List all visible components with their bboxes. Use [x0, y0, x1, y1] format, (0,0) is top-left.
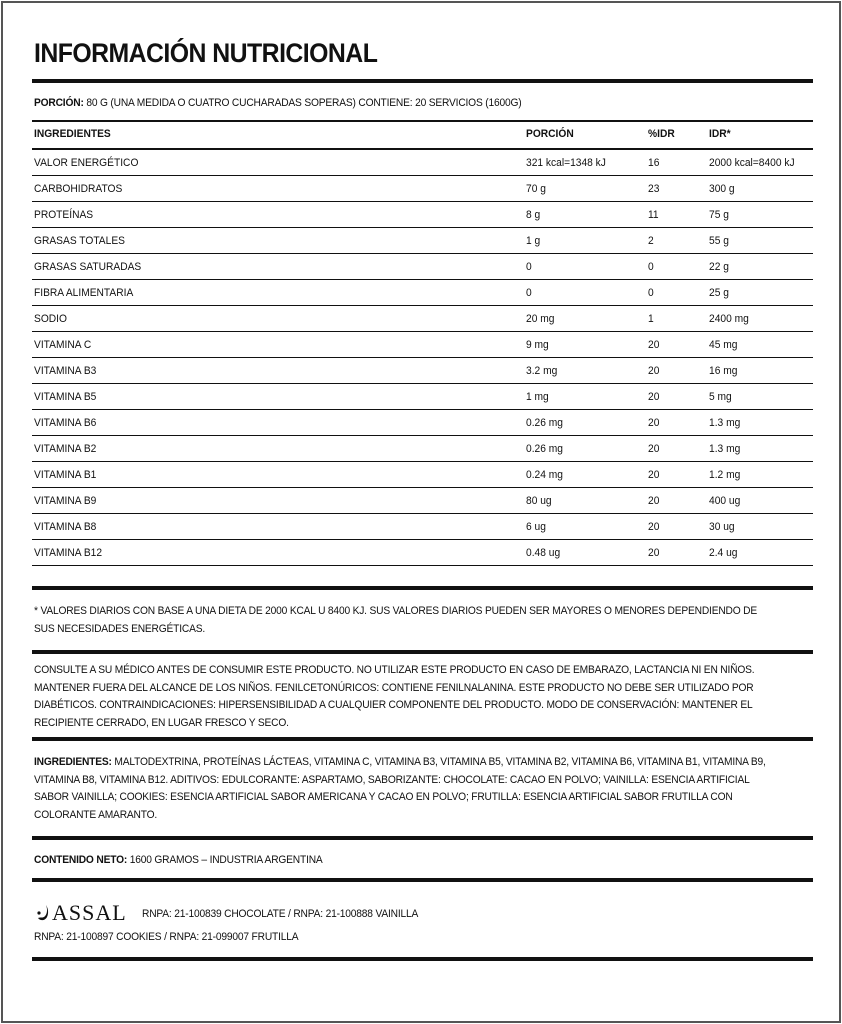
- idr-percent-value: 20: [648, 391, 660, 403]
- portion-value: 0.24 mg: [526, 469, 563, 481]
- idr-percent-value: 20: [648, 521, 660, 533]
- idr-percent-value: 20: [648, 339, 660, 351]
- idr-value: 2400 mg: [709, 313, 749, 325]
- idr-value: 1.3 mg: [709, 443, 741, 455]
- portion-value: 0: [526, 287, 532, 299]
- portion-value: 9 mg: [526, 339, 549, 351]
- idr-percent-value: 2: [648, 235, 654, 247]
- portion-value: 70 g: [526, 183, 546, 195]
- nutrient-name: GRASAS TOTALES: [34, 235, 125, 247]
- nutrient-name: VITAMINA C: [34, 339, 92, 351]
- portion-value: 0.26 mg: [526, 443, 563, 455]
- idr-percent-value: 11: [648, 209, 659, 221]
- idr-value: 75 g: [709, 209, 729, 221]
- idr-percent-value: 20: [648, 365, 660, 377]
- idr-value: 16 mg: [709, 365, 738, 377]
- table-row: [32, 436, 813, 462]
- idr-percent-value: 23: [648, 183, 660, 195]
- nutrient-name: VITAMINA B1: [34, 469, 97, 481]
- nutrient-name: VITAMINA B9: [34, 495, 97, 507]
- divider: [32, 957, 813, 961]
- rnpa-line-2: RNPA: 21-100897 COOKIES / RNPA: 21-099007 FRUTILLA: [34, 931, 299, 943]
- idr-percent-value: 0: [648, 261, 654, 273]
- portion-value: 321 kcal=1348 kJ: [526, 157, 606, 169]
- brand-swoosh-icon: [36, 904, 50, 922]
- table-row: [32, 202, 813, 228]
- table-row: [32, 280, 813, 306]
- ingredients-label: INGREDIENTES:: [34, 756, 112, 768]
- table-row: [32, 228, 813, 254]
- table-row: [32, 384, 813, 410]
- nutrient-name: VITAMINA B6: [34, 417, 97, 429]
- portion-value: 1 g: [526, 235, 541, 247]
- header-ingredientes: INGREDIENTES: [34, 128, 111, 140]
- portion-text: 80 G (UNA MEDIDA O CUATRO CUCHARADAS SOPERAS) CONTIENE: 20 SERVICIOS (1600G): [83, 97, 522, 109]
- table-row: [32, 540, 813, 566]
- page-title: INFORMACIÓN NUTRICIONAL: [34, 38, 378, 68]
- table-row: [32, 150, 813, 176]
- idr-value: 2.4 ug: [709, 547, 738, 559]
- idr-value: 1.3 mg: [709, 417, 741, 429]
- idr-percent-value: 0: [648, 287, 654, 299]
- table-row: [32, 176, 813, 202]
- portion-value: 20 mg: [526, 313, 555, 325]
- idr-percent-value: 20: [648, 417, 660, 429]
- portion-value: 80 ug: [526, 495, 552, 507]
- idr-percent-value: 1: [648, 313, 654, 325]
- nutrient-name: VITAMINA B12: [34, 547, 103, 559]
- nutrient-name: SODIO: [34, 313, 67, 325]
- net-content-label: CONTENIDO NETO:: [34, 854, 128, 866]
- idr-percent-value: 20: [648, 443, 660, 455]
- table-row: [32, 332, 813, 358]
- idr-value: 5 mg: [709, 391, 732, 403]
- idr-value: 300 g: [709, 183, 735, 195]
- brand-logo: [36, 900, 127, 926]
- divider: [32, 586, 813, 590]
- nutrient-name: VITAMINA B5: [34, 391, 97, 403]
- nutrient-name: FIBRA ALIMENTARIA: [34, 287, 134, 299]
- header-idr: IDR*: [709, 128, 731, 140]
- divider: [32, 79, 813, 83]
- footnote: * VALORES DIARIOS CON BASE A UNA DIETA DE 2000 KCAL U 8400 KJ. SUS VALORES DIARIOS PUEDEN SER MAYORES O MENORES DEPENDIENDO DE SUS NECESIDADES ENERGÉTICAS.: [34, 605, 758, 635]
- nutrient-name: VITAMINA B8: [34, 521, 97, 533]
- nutrient-name: CARBOHIDRATOS: [34, 183, 123, 195]
- idr-percent-value: 20: [648, 495, 660, 507]
- divider: [32, 878, 813, 882]
- idr-percent-value: 16: [648, 157, 660, 169]
- row-divider: [32, 565, 813, 566]
- portion-value: 3.2 mg: [526, 365, 558, 377]
- nutrient-name: GRASAS SATURADAS: [34, 261, 142, 273]
- net-content: [34, 852, 769, 870]
- rnpa-line-1: RNPA: 21-100839 CHOCOLATE / RNPA: 21-100888 VAINILLA: [142, 908, 419, 920]
- idr-value: 22 g: [709, 261, 729, 273]
- table-row: [32, 254, 813, 280]
- table-row: [32, 306, 813, 332]
- idr-value: 45 mg: [709, 339, 738, 351]
- brand-name: ASSAL: [52, 900, 127, 925]
- table-row: [32, 514, 813, 540]
- portion-value: 8 g: [526, 209, 541, 221]
- net-content-text: 1600 GRAMOS – INDUSTRIA ARGENTINA: [127, 854, 323, 866]
- ingredients-text: [34, 754, 769, 824]
- idr-value: 30 ug: [709, 521, 735, 533]
- divider: [32, 836, 813, 840]
- nutrient-name: VITAMINA B2: [34, 443, 97, 455]
- portion-label: PORCIÓN:: [34, 97, 84, 109]
- idr-value: 2000 kcal=8400 kJ: [709, 157, 795, 169]
- idr-value: 55 g: [709, 235, 729, 247]
- portion-value: 0: [526, 261, 532, 273]
- divider: [32, 120, 813, 122]
- table-row: [32, 358, 813, 384]
- table-row: [32, 488, 813, 514]
- idr-value: 1.2 mg: [709, 469, 741, 481]
- idr-percent-value: 20: [648, 547, 660, 559]
- divider: [32, 650, 813, 654]
- idr-value: 400 ug: [709, 495, 741, 507]
- warning-text: CONSULTE A SU MÉDICO ANTES DE CONSUMIR ESTE PRODUCTO. NO UTILIZAR ESTE PRODUCTO EN CASO DE EMBARAZO, LACTANCIA NI EN NIÑOS. MANTENER FUERA DEL ALCANCE DE LOS NIÑOS. FENILCETONÚRICOS: CONTIENE FENILNALANINA. ESTE PRODUCTO NO DEBE SER UTILIZADO POR DIABÉTICOS. CONTRAINDICACIONES: HIPERSENSIBILIDAD A CUALQUIER COMPONENTE DEL PRODUCTO. MODO DE CONSERVACIÓN: MANTENER EL RECIPIENTE CERRADO, EN LUGAR FRESCO Y SECO.: [34, 664, 755, 729]
- nutrient-name: VALOR ENERGÉTICO: [34, 157, 139, 169]
- table-row: [32, 410, 813, 436]
- portion-line: [34, 97, 521, 109]
- portion-value: 1 mg: [526, 391, 549, 403]
- idr-percent-value: 20: [648, 469, 660, 481]
- portion-value: 0.48 ug: [526, 547, 561, 559]
- header-porcion: PORCIÓN: [526, 128, 574, 140]
- divider: [32, 737, 813, 741]
- portion-value: 0.26 mg: [526, 417, 563, 429]
- ingredients-list: MALTODEXTRINA, PROTEÍNAS LÁCTEAS, VITAMINA C, VITAMINA B3, VITAMINA B5, VITAMINA B2, VITAMINA B6, VITAMINA B1, VITAMINA B9, VITAMINA B8, VITAMINA B12. ADITIVOS: EDULCORANTE: ASPARTAMO, SABORIZANTE: CHOCOLATE: CACAO EN POLVO; VAINILLA: ESENCIA ARTIFICIAL SABOR VAINILLA; COOKIES: ESENCIA ARTIFICIAL SABOR AMERICANA Y CACAO EN POLVO; FRUTILLA: ESENCIA ARTIFICIAL SABOR FRUTILLA CON COLORANTE AMARANTO.: [34, 756, 766, 821]
- header-idr-percent: %IDR: [648, 128, 675, 140]
- portion-value: 6 ug: [526, 521, 546, 533]
- table-row: [32, 462, 813, 488]
- idr-value: 25 g: [709, 287, 729, 299]
- nutrient-name: PROTEÍNAS: [34, 209, 94, 221]
- nutrient-name: VITAMINA B3: [34, 365, 97, 377]
